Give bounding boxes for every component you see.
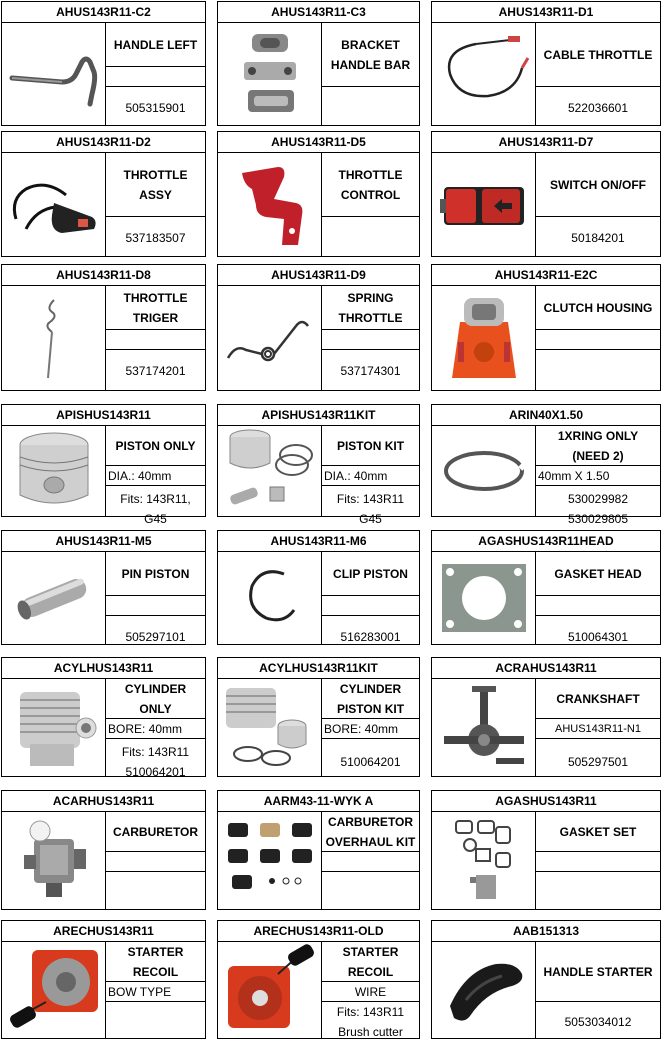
part-spec: AHUS143R11-N1 bbox=[536, 719, 660, 739]
carburetor-overhaul-kit-icon bbox=[218, 812, 322, 909]
part-info bbox=[106, 552, 205, 644]
part-info bbox=[106, 23, 205, 125]
part-info bbox=[536, 23, 660, 125]
part-code: AGASHUS143R11HEAD bbox=[432, 531, 660, 552]
part-code: AHUS143R11-E2C bbox=[432, 265, 660, 286]
part-code: AHUS143R11-D2 bbox=[2, 132, 205, 153]
part-card bbox=[1, 404, 206, 526]
part-card bbox=[217, 790, 420, 910]
part-name: THROTTLE ASSY bbox=[106, 153, 205, 217]
cylinder-icon bbox=[2, 679, 106, 776]
part-number: 537174201 bbox=[125, 363, 186, 378]
starter-recoil-icon bbox=[2, 942, 106, 1038]
piston-kit-icon bbox=[218, 426, 322, 516]
part-info bbox=[536, 426, 660, 526]
part-card bbox=[1, 920, 206, 1039]
part-info bbox=[106, 679, 205, 779]
part-name: CLUTCH HOUSING bbox=[536, 286, 660, 330]
part-spec bbox=[322, 872, 419, 917]
part-info bbox=[536, 286, 660, 390]
part-spec bbox=[536, 872, 660, 917]
gasket-set-icon bbox=[432, 812, 536, 909]
part-name: CYLINDER PISTON KIT bbox=[322, 679, 419, 719]
part-code: AHUS143R11-C3 bbox=[218, 2, 419, 23]
part-code: AHUS143R11-M5 bbox=[2, 531, 205, 552]
part-card bbox=[1, 1, 206, 126]
part-card bbox=[1, 131, 206, 257]
part-spec bbox=[536, 330, 660, 350]
part-spec: BOW TYPE bbox=[106, 982, 205, 1002]
handle-starter-icon bbox=[432, 942, 536, 1038]
part-code: APISHUS143R11 bbox=[2, 405, 205, 426]
part-name: BRACKET HANDLE BAR bbox=[322, 23, 419, 87]
part-info bbox=[106, 812, 205, 909]
part-name: 1XRING ONLY (NEED 2) bbox=[536, 426, 660, 466]
part-number: 50184201 bbox=[571, 230, 625, 245]
part-spec: Fits: 143R11 510064201 bbox=[121, 744, 190, 779]
part-card bbox=[217, 264, 420, 391]
part-name: STARTER RECOIL bbox=[106, 942, 205, 982]
part-code: AHUS143R11-D1 bbox=[432, 2, 660, 23]
part-spec: WIRE bbox=[322, 982, 419, 1002]
part-name: THROTTLE CONTROL bbox=[322, 153, 419, 217]
throttle-assy-icon bbox=[2, 153, 106, 256]
part-card bbox=[431, 657, 661, 777]
part-info bbox=[536, 679, 660, 776]
part-number: 516283001 bbox=[340, 629, 401, 644]
part-code: APISHUS143R11KIT bbox=[218, 405, 419, 426]
part-name: SPRING THROTTLE bbox=[322, 286, 419, 330]
crankshaft-icon bbox=[432, 679, 536, 776]
part-code: AARM43-11-WYK A bbox=[218, 791, 419, 812]
part-number: 510064201 bbox=[340, 754, 401, 769]
part-name: HANDLE LEFT bbox=[106, 23, 205, 67]
part-name: HANDLE STARTER bbox=[536, 942, 660, 1002]
part-code: ACYLHUS143R11KIT bbox=[218, 658, 419, 679]
part-code: ACYLHUS143R11 bbox=[2, 658, 205, 679]
switch-on-off-icon bbox=[432, 153, 536, 256]
throttle-trigger-spring-icon bbox=[2, 286, 106, 390]
part-spec: Fits: 143R11 G45 bbox=[336, 491, 405, 526]
part-card bbox=[1, 657, 206, 777]
part-code: ACRAHUS143R11 bbox=[432, 658, 660, 679]
carburetor-icon bbox=[2, 812, 106, 909]
part-code: ACARHUS143R11 bbox=[2, 791, 205, 812]
part-card bbox=[1, 264, 206, 391]
part-info bbox=[322, 812, 419, 909]
part-info bbox=[536, 552, 660, 644]
part-spec bbox=[536, 350, 660, 391]
part-card bbox=[217, 131, 420, 257]
part-name: THROTTLE TRIGER bbox=[106, 286, 205, 330]
part-info bbox=[536, 812, 660, 909]
part-info bbox=[106, 286, 205, 390]
part-number: 510064301 bbox=[567, 629, 629, 644]
part-info bbox=[106, 942, 205, 1038]
part-card bbox=[217, 530, 420, 645]
cable-throttle-icon bbox=[432, 23, 536, 125]
part-code: AHUS143R11-D5 bbox=[218, 132, 419, 153]
part-spec bbox=[536, 852, 660, 872]
part-number: 537183507 bbox=[125, 230, 186, 245]
starter-recoil-old-icon bbox=[218, 942, 322, 1038]
part-number: 522036601 bbox=[567, 100, 629, 115]
part-info bbox=[322, 552, 419, 644]
part-spec: DIA.: 40mm bbox=[106, 466, 205, 486]
part-name: CARBURETOR OVERHAUL KIT bbox=[322, 812, 419, 852]
part-name: GASKET SET bbox=[536, 812, 660, 852]
part-info bbox=[106, 153, 205, 256]
part-spec: Fits: 143R11, G45 bbox=[120, 491, 191, 526]
clutch-housing-icon bbox=[432, 286, 536, 390]
part-spec: DIA.: 40mm bbox=[322, 466, 419, 486]
part-spec: BORE: 40mm bbox=[322, 719, 419, 739]
part-number: 505315901 bbox=[125, 100, 186, 115]
piston-ring-icon bbox=[432, 426, 536, 516]
part-card bbox=[431, 790, 661, 910]
part-number: 505297501 bbox=[567, 754, 629, 769]
part-info bbox=[322, 942, 419, 1038]
part-name: STARTER RECOIL bbox=[322, 942, 419, 982]
part-spec bbox=[106, 330, 205, 350]
part-code: AGASHUS143R11 bbox=[432, 791, 660, 812]
part-info bbox=[106, 426, 205, 526]
part-spec: BORE: 40mm bbox=[106, 719, 205, 739]
part-code: AHUS143R11-D8 bbox=[2, 265, 205, 286]
part-spec bbox=[106, 67, 205, 87]
part-card bbox=[431, 1, 661, 126]
clip-piston-icon bbox=[218, 552, 322, 644]
part-code: ARECHUS143R11-OLD bbox=[218, 921, 419, 942]
part-number: 505297101 bbox=[125, 629, 186, 644]
part-code: AHUS143R11-C2 bbox=[2, 2, 205, 23]
part-spec bbox=[106, 852, 205, 872]
part-number bbox=[322, 87, 419, 128]
part-info bbox=[322, 679, 419, 776]
throttle-control-icon bbox=[218, 153, 322, 256]
part-name: SWITCH ON/OFF bbox=[536, 153, 660, 217]
part-name: CARBURETOR bbox=[106, 812, 205, 852]
cylinder-piston-kit-icon bbox=[218, 679, 322, 776]
part-spec bbox=[106, 872, 205, 917]
part-name: PISTON KIT bbox=[322, 426, 419, 466]
part-code: AHUS143R11-D9 bbox=[218, 265, 419, 286]
part-spec bbox=[322, 330, 419, 350]
part-code: AAB151313 bbox=[432, 921, 660, 942]
part-card bbox=[217, 1, 420, 126]
part-card bbox=[217, 657, 420, 777]
part-name: CABLE THROTTLE bbox=[536, 23, 660, 87]
part-info bbox=[322, 153, 419, 256]
part-number: 530029982 530029805 bbox=[567, 491, 629, 526]
part-code: AHUS143R11-D7 bbox=[432, 132, 660, 153]
part-spec: 40mm X 1.50 bbox=[536, 466, 660, 486]
part-spec bbox=[536, 596, 660, 616]
bracket-handle-bar-icon bbox=[218, 23, 322, 125]
part-code: ARIN40X1.50 bbox=[432, 405, 660, 426]
part-spec bbox=[322, 217, 419, 258]
part-card bbox=[431, 530, 661, 645]
part-info bbox=[536, 153, 660, 256]
part-name: PIN PISTON bbox=[106, 552, 205, 596]
part-card bbox=[431, 131, 661, 257]
part-name: CYLINDER ONLY bbox=[106, 679, 205, 719]
part-info bbox=[536, 942, 660, 1038]
part-code: ARECHUS143R11 bbox=[2, 921, 205, 942]
piston-icon bbox=[2, 426, 106, 516]
part-name: CLIP PISTON bbox=[322, 552, 419, 596]
part-spec bbox=[106, 1002, 205, 1042]
part-spec bbox=[322, 596, 419, 616]
part-card bbox=[217, 404, 420, 526]
part-info bbox=[322, 286, 419, 390]
part-spec bbox=[322, 852, 419, 872]
part-card bbox=[431, 404, 661, 526]
part-spec bbox=[106, 596, 205, 616]
handle-left-bar-icon bbox=[2, 23, 106, 125]
gasket-head-icon bbox=[432, 552, 536, 644]
pin-piston-icon bbox=[2, 552, 106, 644]
part-info bbox=[322, 23, 419, 125]
part-name: CRANKSHAFT bbox=[536, 679, 660, 719]
part-info bbox=[322, 426, 419, 526]
part-card bbox=[217, 920, 420, 1039]
part-spec: Fits: 143R11 Brush cutter bbox=[336, 1005, 405, 1039]
part-name: PISTON ONLY bbox=[106, 426, 205, 466]
part-number: 537174301 bbox=[340, 363, 401, 378]
part-code: AHUS143R11-M6 bbox=[218, 531, 419, 552]
part-number: 5053034012 bbox=[564, 1015, 632, 1029]
part-card bbox=[1, 790, 206, 910]
part-name: GASKET HEAD bbox=[536, 552, 660, 596]
part-card bbox=[431, 920, 661, 1039]
part-card bbox=[1, 530, 206, 645]
spring-throttle-icon bbox=[218, 286, 322, 390]
part-card bbox=[431, 264, 661, 391]
